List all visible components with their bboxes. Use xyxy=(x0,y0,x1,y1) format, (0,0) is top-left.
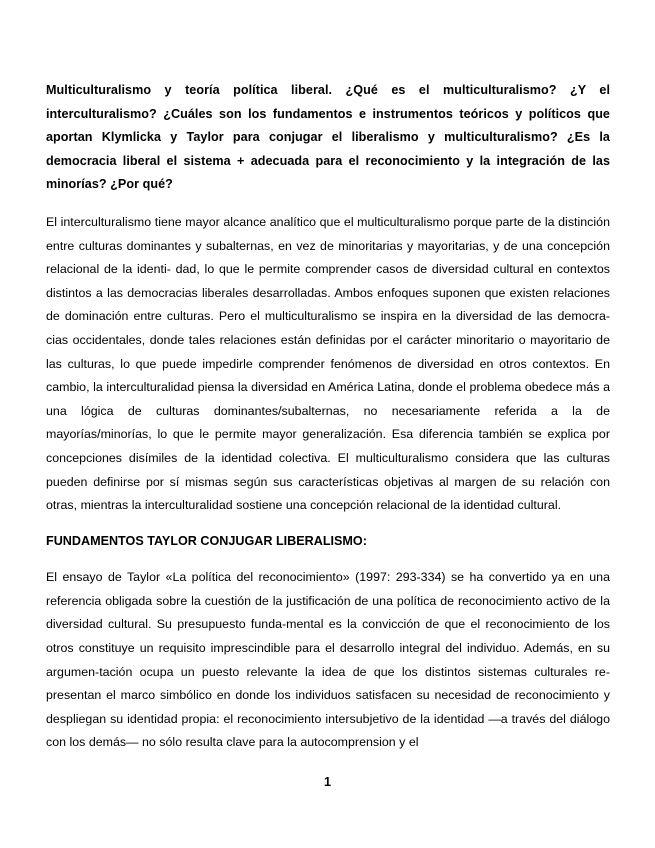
paragraph-interculturalism: El interculturalismo tiene mayor alcance analítico que el multiculturalismo porque parte de la distinción entre culturas dominantes y subalternas, en vez de minoritarias y mayoritarias, y de una concepción relacional de la identi- dad, lo que le permite comprender casos de diversidad cultural en contextos distintos a las democracias liberales desarrolladas. Ambos enfoques suponen que existen relaciones de dominación entre culturas. Pero el multiculturalismo se inspira en la diversidad de las democra- cias occidentales, donde tales relaciones están definidas por el carácter minoritario o mayoritario de las culturas, lo que puede impedirle comprender fenómenos de diversidad en otros contextos. En cambio, la interculturalidad piensa la diversidad en América Latina, donde el problema obedece más a una lógica de culturas dominantes/subalternas, no necesariamente referida a la de mayorías/minorías, lo que le permite mayor generalización. Esa diferencia también se explica por concepciones disímiles de la identidad colectiva. El multiculturalismo considera que las culturas pueden definirse por sí mismas según sus características objetivas al margen de su relación con otras, mientras la interculturalidad sostiene una concepción relacional de la identidad cultural. xyxy=(46,214,610,513)
document-body xyxy=(46,79,610,755)
section-title: FUNDAMENTOS TAYLOR CONJUGAR LIBERALISMO: xyxy=(46,533,367,548)
paragraph-taylor: El ensayo de Taylor «La política del reconocimiento» (1997: 293-334) se ha convertido ya en una referencia obligada sobre la cuestión de la justificación de una política de reconocimiento activo de la diversidad cultural. Su presupuesto funda-mental es la convicción de que el reconocimiento de los otros constituye un requisito imprescindible para el desarrollo integral del individuo. Además, en su argumen-tación ocupa un puesto relevante la idea de que los distintos sistemas culturales re-presentan el marco simbólico en donde los individuos satisfacen su necesidad de reconocimiento y despliegan su identidad propia: el reconocimiento intersubjetivo de la identidad —a través del diálogo con los demás— no sólo resulta clave para la autocomprension y el xyxy=(46,570,610,750)
page-number: 1 xyxy=(323,775,331,789)
essay-question-heading: Multiculturalismo y teoría política liberal. ¿Qué es el multiculturalismo? ¿Y el interculturalismo? ¿Cuáles son los fundamentos e instrumentos teóricos y políticos que aportan Klymlicka y Taylor para conjugar el liberalismo y multiculturalismo? ¿Es la democracia liberal el sistema + adecuada para el reconocimiento y la integración de las minorías? ¿Por qué? xyxy=(46,83,610,192)
